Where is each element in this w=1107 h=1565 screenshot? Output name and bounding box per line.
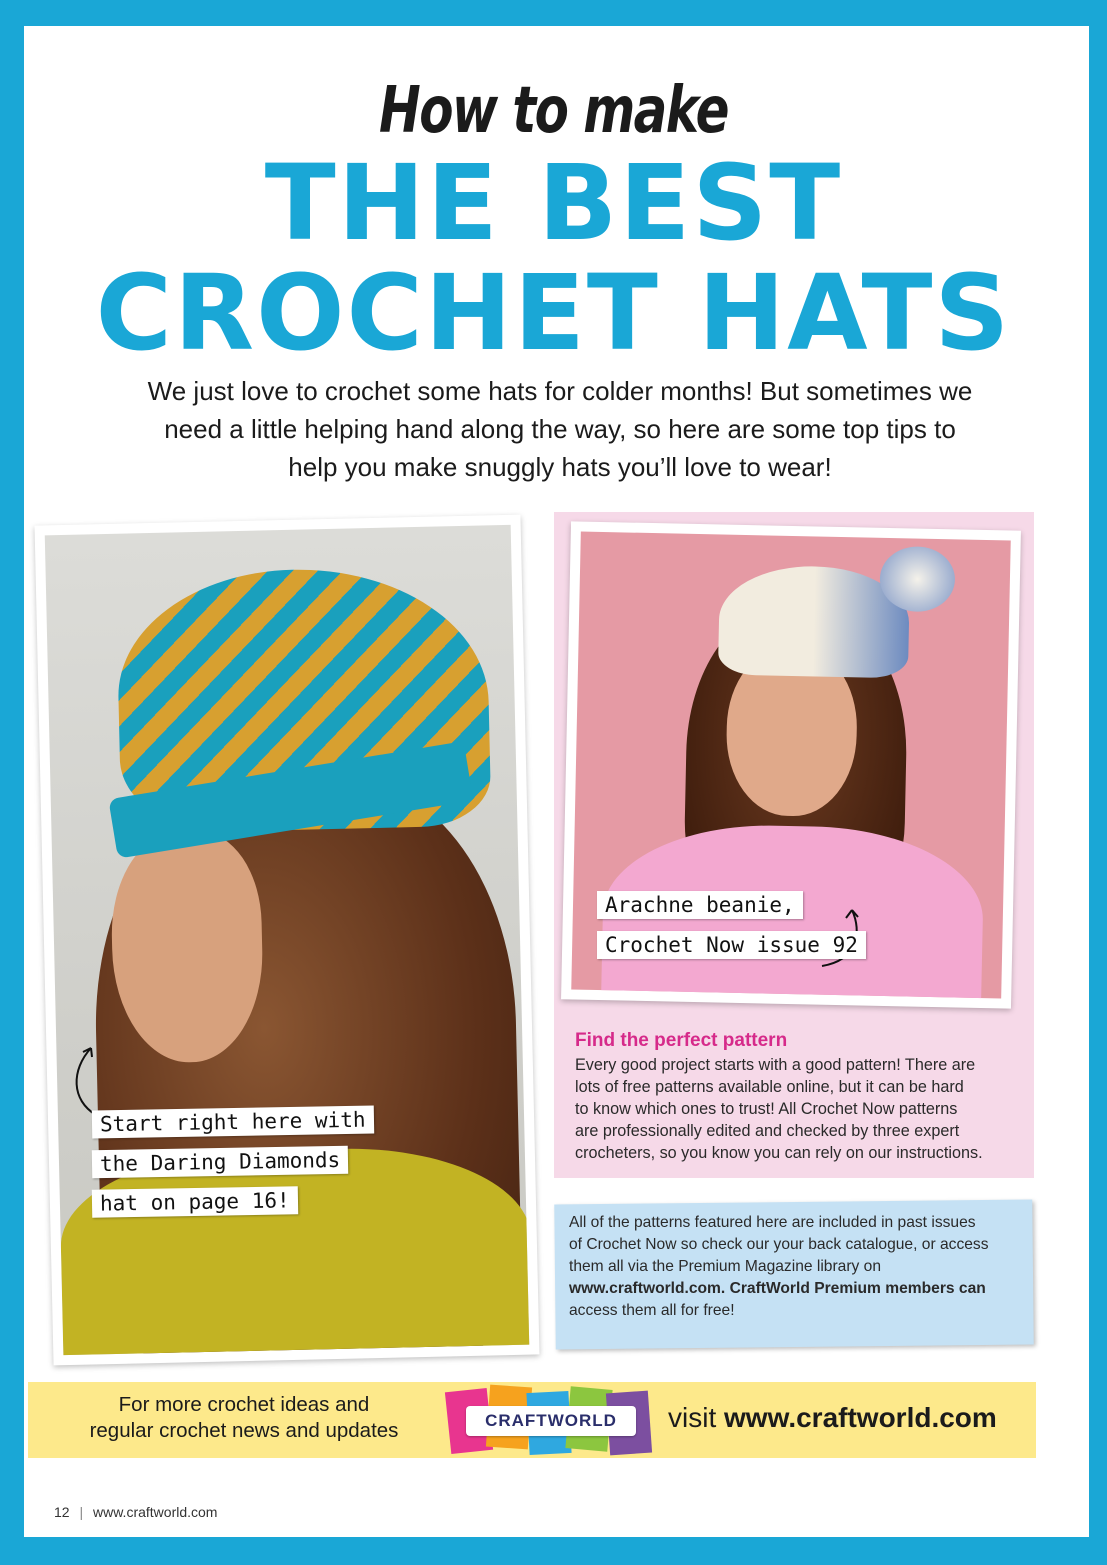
headline-line-1: THE BEST	[264, 142, 843, 264]
headline-kicker: How to make	[379, 74, 728, 148]
note-line: www.craftworld.com. CraftWorld Premium members can	[569, 1280, 986, 1297]
page-number: 12	[54, 1504, 70, 1520]
caption-line: the Daring Diamonds	[92, 1146, 349, 1178]
caption-line: Start right here with	[92, 1106, 374, 1139]
promo-line: For more crochet ideas and	[118, 1393, 370, 1416]
promo-text	[52, 1392, 436, 1444]
tip-line: are professionally edited and checked by three expert	[575, 1122, 960, 1140]
note-body	[569, 1212, 1017, 1322]
page-border-top	[0, 0, 1107, 26]
tip-line: to know which ones to trust! All Crochet Now patterns	[575, 1100, 958, 1118]
note-line: them all via the Premium Magazine library on	[569, 1258, 882, 1275]
photo-image	[571, 532, 1010, 999]
caption-line: hat on page 16!	[92, 1186, 298, 1218]
photo-daring-diamonds-hat	[35, 515, 540, 1366]
tip-title: Find the perfect pattern	[575, 1030, 788, 1051]
folio-site: www.craftworld.com	[93, 1504, 218, 1520]
logo-label: CRAFTWORLD	[466, 1406, 636, 1436]
craftworld-logo[interactable]	[448, 1386, 654, 1458]
intro-line: We just love to crochet some hats for colder months! But sometimes we	[147, 376, 973, 406]
intro-line: help you make snuggly hats you’ll love to wear!	[288, 452, 832, 482]
folio-separator: |	[79, 1504, 84, 1520]
intro-paragraph	[80, 372, 1040, 486]
intro-line: need a little helping hand along the way, so here are some top tips to	[164, 414, 956, 444]
photo-image	[45, 525, 529, 1355]
tip-line: crocheters, so you know you can rely on our instructions.	[575, 1144, 983, 1162]
page-border-bottom	[0, 1537, 1107, 1565]
arrow-icon	[66, 1040, 106, 1120]
page-folio	[54, 1504, 217, 1520]
tip-body	[575, 1054, 1015, 1164]
note-line: All of the patterns featured here are included in past issues	[569, 1214, 976, 1231]
caption-line: Crochet Now issue 92	[597, 931, 866, 959]
promo-visit[interactable]	[668, 1402, 997, 1434]
note-line: of Crochet Now so check our your back catalogue, or access	[569, 1236, 989, 1253]
visit-label: visit	[668, 1402, 717, 1433]
caption-line: Arachne beanie,	[597, 891, 803, 919]
headline-line-2: CROCHET HATS	[95, 252, 1012, 374]
visit-url-link[interactable]: www.craftworld.com	[724, 1402, 997, 1433]
tip-line: Every good project starts with a good pattern! There are	[575, 1056, 976, 1074]
promo-line: regular crochet news and updates	[89, 1419, 399, 1442]
note-line: access them all for free!	[569, 1302, 735, 1319]
tip-line: lots of free patterns available online, but it can be hard	[575, 1078, 964, 1096]
